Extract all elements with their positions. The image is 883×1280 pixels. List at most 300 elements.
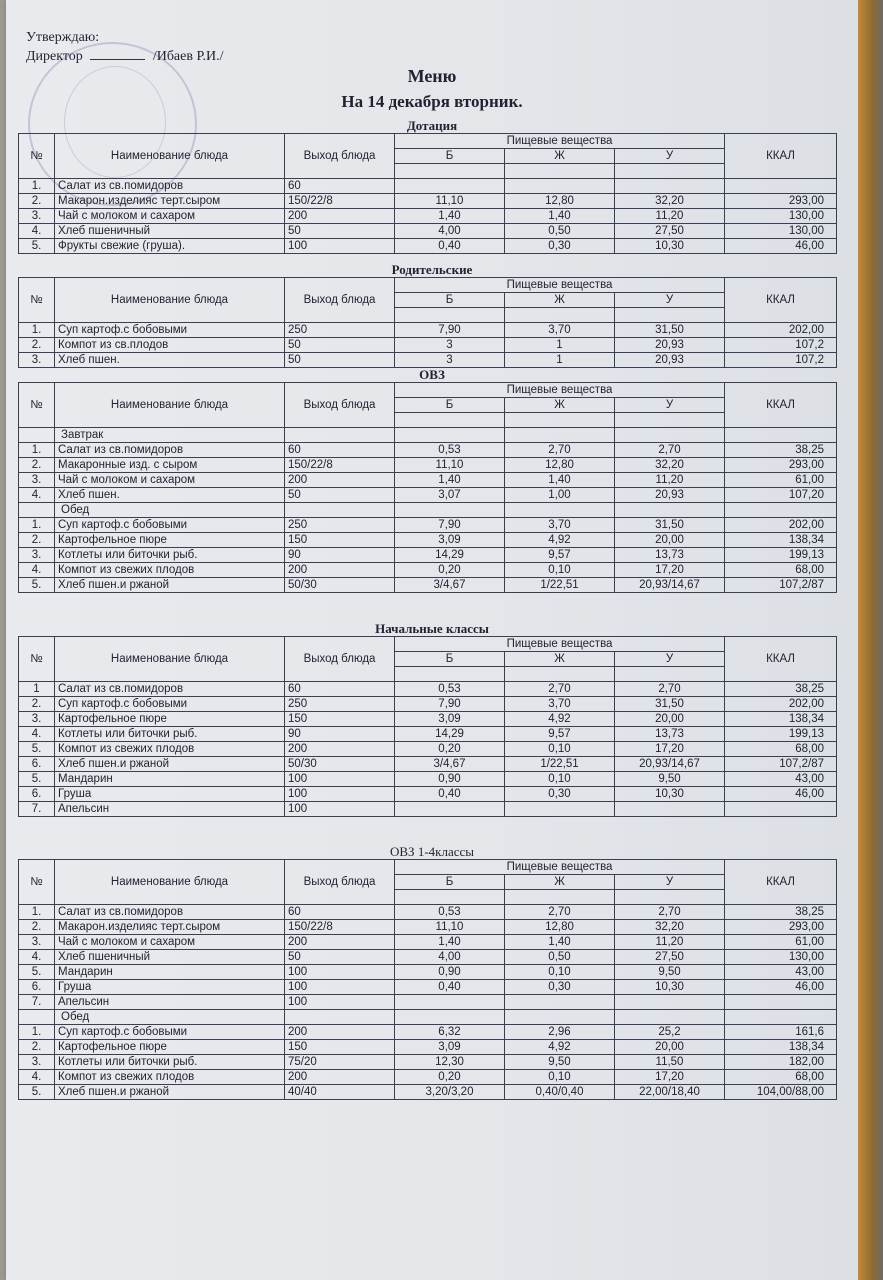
fat-value <box>505 995 615 1010</box>
table-row <box>19 1070 837 1085</box>
protein-value: 3,20/3,20 <box>395 1085 505 1100</box>
protein-value: 14,29 <box>395 548 505 563</box>
dish-yield: 200 <box>285 563 395 578</box>
carbs-value: 20,93 <box>615 338 725 353</box>
carbs-value: 17,20 <box>615 1070 725 1085</box>
protein-value: 0,40 <box>395 787 505 802</box>
dish-yield: 150/22/8 <box>285 458 395 473</box>
protein-value <box>395 179 505 194</box>
protein-value <box>395 995 505 1010</box>
protein-value: 0,53 <box>395 905 505 920</box>
protein-value: 0,20 <box>395 1070 505 1085</box>
header-spacer <box>395 164 505 179</box>
dish-name: Суп картоф.с бобовыми <box>55 697 285 712</box>
table-row <box>19 980 837 995</box>
dish-name: Суп картоф.с бобовыми <box>55 1025 285 1040</box>
row-number: 3. <box>19 548 55 563</box>
dish-yield: 250 <box>285 697 395 712</box>
protein-value: 7,90 <box>395 697 505 712</box>
dish-name: Апельсин <box>55 802 285 817</box>
fat-value: 0,40/0,40 <box>505 1085 615 1100</box>
table-row <box>19 1010 837 1025</box>
header-spacer <box>615 667 725 682</box>
protein-value: 1,40 <box>395 935 505 950</box>
carbs-value: 25,2 <box>615 1025 725 1040</box>
row-number: 3. <box>19 473 55 488</box>
kcal-value: 293,00 <box>725 458 837 473</box>
dish-name: Салат из св.помидоров <box>55 443 285 458</box>
table-row <box>19 209 837 224</box>
col-header-num: № <box>19 278 55 323</box>
row-number: 4. <box>19 488 55 503</box>
dish-name: Салат из св.помидоров <box>55 905 285 920</box>
kcal-value: 161,6 <box>725 1025 837 1040</box>
protein-value: 3 <box>395 338 505 353</box>
protein-value: 1,40 <box>395 209 505 224</box>
col-header-fat: Ж <box>505 652 615 667</box>
table-row <box>19 682 837 697</box>
row-number: 4. <box>19 563 55 578</box>
row-number: 4. <box>19 727 55 742</box>
dish-yield: 100 <box>285 802 395 817</box>
dish-name: Мандарин <box>55 965 285 980</box>
row-number: 7. <box>19 995 55 1010</box>
col-header-kcal: ККАЛ <box>725 278 837 323</box>
col-header-kcal: ККАЛ <box>725 383 837 428</box>
protein-value: 7,90 <box>395 323 505 338</box>
row-number: 2. <box>19 458 55 473</box>
col-header-carbs: У <box>615 875 725 890</box>
dish-yield: 90 <box>285 727 395 742</box>
meal-group-label: Завтрак <box>55 428 285 443</box>
col-header-carbs: У <box>615 652 725 667</box>
protein-value: 0,90 <box>395 772 505 787</box>
table-row <box>19 428 837 443</box>
row-number: 3. <box>19 712 55 727</box>
row-number: 2. <box>19 194 55 209</box>
carbs-value: 11,50 <box>615 1055 725 1070</box>
header-spacer <box>505 164 615 179</box>
col-header-name: Наименование блюда <box>55 637 285 682</box>
signature-line <box>90 59 145 60</box>
dish-yield: 60 <box>285 443 395 458</box>
carbs-value: 2,70 <box>615 905 725 920</box>
dish-name: Макарон.изделияс терт.сыром <box>55 194 285 209</box>
dish-yield: 90 <box>285 548 395 563</box>
dish-name: Хлеб пшен. <box>55 488 285 503</box>
fat-value: 0,10 <box>505 772 615 787</box>
dish-yield: 50 <box>285 950 395 965</box>
header-spacer <box>505 308 615 323</box>
dish-yield: 50 <box>285 224 395 239</box>
col-header-num: № <box>19 134 55 179</box>
carbs-value: 20,93 <box>615 488 725 503</box>
kcal-value: 38,25 <box>725 905 837 920</box>
carbs-value: 20,93/14,67 <box>615 578 725 593</box>
empty-cell <box>395 1010 505 1025</box>
dish-name: Макаронные изд. с сыром <box>55 458 285 473</box>
fat-value: 0,50 <box>505 224 615 239</box>
table-row <box>19 727 837 742</box>
dish-yield: 200 <box>285 1070 395 1085</box>
dish-yield: 200 <box>285 473 395 488</box>
kcal-value: 107,2 <box>725 338 837 353</box>
kcal-value: 293,00 <box>725 194 837 209</box>
col-header-nutrients: Пищевые вещества <box>395 860 725 875</box>
header-spacer <box>395 308 505 323</box>
fat-value: 0,30 <box>505 787 615 802</box>
table-row <box>19 905 837 920</box>
dish-name: Салат из св.помидоров <box>55 179 285 194</box>
protein-value: 12,30 <box>395 1055 505 1070</box>
dish-yield: 50/30 <box>285 578 395 593</box>
table-row <box>19 548 837 563</box>
carbs-value: 10,30 <box>615 787 725 802</box>
row-number: 1. <box>19 518 55 533</box>
col-header-nutrients: Пищевые вещества <box>395 637 725 652</box>
dish-name: Суп картоф.с бобовыми <box>55 323 285 338</box>
kcal-value: 107,20 <box>725 488 837 503</box>
kcal-value: 293,00 <box>725 920 837 935</box>
dish-yield: 40/40 <box>285 1085 395 1100</box>
kcal-value: 46,00 <box>725 787 837 802</box>
col-header-yield: Выход блюда <box>285 278 395 323</box>
kcal-value: 107,2/87 <box>725 578 837 593</box>
carbs-value: 22,00/18,40 <box>615 1085 725 1100</box>
section-title: Дотация <box>406 118 458 133</box>
header-spacer <box>615 890 725 905</box>
carbs-value: 20,93/14,67 <box>615 757 725 772</box>
header-spacer <box>395 413 505 428</box>
row-number: 4. <box>19 224 55 239</box>
row-number: 4. <box>19 950 55 965</box>
col-header-protein: Б <box>395 293 505 308</box>
col-header-nutrients: Пищевые вещества <box>395 383 725 398</box>
fat-value: 0,10 <box>505 742 615 757</box>
kcal-value: 104,00/88,00 <box>725 1085 837 1100</box>
table-row <box>19 995 837 1010</box>
protein-value: 1,40 <box>395 473 505 488</box>
carbs-value <box>615 802 725 817</box>
fat-value: 3,70 <box>505 323 615 338</box>
dish-name: Картофельное пюре <box>55 533 285 548</box>
carbs-value: 10,30 <box>615 980 725 995</box>
table-row <box>19 179 837 194</box>
carbs-value: 11,20 <box>615 209 725 224</box>
header-spacer <box>395 890 505 905</box>
table-row <box>19 742 837 757</box>
protein-value: 7,90 <box>395 518 505 533</box>
protein-value: 0,53 <box>395 443 505 458</box>
row-number: 5. <box>19 578 55 593</box>
table-row <box>19 802 837 817</box>
fat-value: 1 <box>505 353 615 368</box>
row-number: 1. <box>19 179 55 194</box>
menu-table <box>18 133 837 254</box>
row-number: 1 <box>19 682 55 697</box>
table-row <box>19 1025 837 1040</box>
empty-cell <box>395 428 505 443</box>
dish-yield: 200 <box>285 742 395 757</box>
col-header-fat: Ж <box>505 875 615 890</box>
fat-value: 9,57 <box>505 548 615 563</box>
dish-name: Хлеб пшен. <box>55 353 285 368</box>
kcal-value: 46,00 <box>725 980 837 995</box>
dish-name: Картофельное пюре <box>55 712 285 727</box>
carbs-value: 31,50 <box>615 518 725 533</box>
empty-cell <box>725 1010 837 1025</box>
empty-cell <box>615 503 725 518</box>
dish-name: Груша <box>55 787 285 802</box>
fat-value: 1,40 <box>505 935 615 950</box>
header-spacer <box>615 413 725 428</box>
dish-yield: 50 <box>285 353 395 368</box>
menu-table <box>18 859 837 1100</box>
fat-value: 3,70 <box>505 518 615 533</box>
kcal-value: 61,00 <box>725 473 837 488</box>
row-number <box>19 503 55 518</box>
dish-yield: 200 <box>285 1025 395 1040</box>
protein-value: 3 <box>395 353 505 368</box>
fat-value: 2,70 <box>505 905 615 920</box>
row-number: 5. <box>19 965 55 980</box>
kcal-value: 202,00 <box>725 697 837 712</box>
empty-cell <box>615 1010 725 1025</box>
section-title: Начальные классы <box>375 621 489 636</box>
table-row <box>19 965 837 980</box>
carbs-value: 20,00 <box>615 533 725 548</box>
protein-value: 3/4,67 <box>395 757 505 772</box>
kcal-value: 138,34 <box>725 533 837 548</box>
kcal-value: 43,00 <box>725 772 837 787</box>
row-number: 6. <box>19 787 55 802</box>
row-number: 3. <box>19 1055 55 1070</box>
protein-value: 0,90 <box>395 965 505 980</box>
fat-value: 0,10 <box>505 965 615 980</box>
dish-yield: 100 <box>285 772 395 787</box>
fat-value: 1,40 <box>505 473 615 488</box>
kcal-value: 68,00 <box>725 563 837 578</box>
carbs-value: 20,93 <box>615 353 725 368</box>
row-number: 5. <box>19 239 55 254</box>
dish-name: Хлеб пшеничный <box>55 950 285 965</box>
dish-name: Макарон.изделияс терт.сыром <box>55 920 285 935</box>
kcal-value: 68,00 <box>725 1070 837 1085</box>
col-header-carbs: У <box>615 398 725 413</box>
kcal-value: 107,2/87 <box>725 757 837 772</box>
section-title: Родительские <box>391 262 473 277</box>
kcal-value: 199,13 <box>725 727 837 742</box>
empty-cell <box>395 503 505 518</box>
protein-value: 4,00 <box>395 224 505 239</box>
dish-name: Картофельное пюре <box>55 1040 285 1055</box>
col-header-nutrients: Пищевые вещества <box>395 278 725 293</box>
table-row <box>19 518 837 533</box>
dish-yield: 50 <box>285 338 395 353</box>
col-header-yield: Выход блюда <box>285 383 395 428</box>
fat-value: 2,96 <box>505 1025 615 1040</box>
dish-name: Котлеты или биточки рыб. <box>55 727 285 742</box>
fat-value: 0,50 <box>505 950 615 965</box>
protein-value: 6,32 <box>395 1025 505 1040</box>
table-row <box>19 323 837 338</box>
kcal-value <box>725 179 837 194</box>
table-row <box>19 503 837 518</box>
table-row <box>19 443 837 458</box>
col-header-num: № <box>19 860 55 905</box>
table-row <box>19 697 837 712</box>
header-spacer <box>615 308 725 323</box>
carbs-value: 9,50 <box>615 772 725 787</box>
fat-value: 1/22,51 <box>505 757 615 772</box>
kcal-value: 43,00 <box>725 965 837 980</box>
dish-name: Компот из свежих плодов <box>55 742 285 757</box>
col-header-yield: Выход блюда <box>285 860 395 905</box>
fat-value <box>505 802 615 817</box>
fat-value: 3,70 <box>505 697 615 712</box>
kcal-value: 68,00 <box>725 742 837 757</box>
menu-date: На 14 декабря вторник. <box>341 92 523 111</box>
kcal-value <box>725 995 837 1010</box>
table-row <box>19 473 837 488</box>
dish-yield: 150 <box>285 712 395 727</box>
kcal-value: 202,00 <box>725 323 837 338</box>
director-name: /Ибаев Р.И./ <box>152 49 224 64</box>
protein-value: 3,09 <box>395 1040 505 1055</box>
col-header-fat: Ж <box>505 398 615 413</box>
row-number: 1. <box>19 323 55 338</box>
row-number: 7. <box>19 802 55 817</box>
dish-name: Груша <box>55 980 285 995</box>
page-title: Меню <box>407 66 457 86</box>
col-header-yield: Выход блюда <box>285 134 395 179</box>
fat-value: 12,80 <box>505 194 615 209</box>
table-surface-edge <box>858 0 883 1280</box>
dish-yield: 100 <box>285 787 395 802</box>
dish-yield: 200 <box>285 935 395 950</box>
dish-yield: 60 <box>285 682 395 697</box>
protein-value: 11,10 <box>395 920 505 935</box>
row-number: 3. <box>19 935 55 950</box>
row-number: 3. <box>19 209 55 224</box>
row-number: 1. <box>19 1025 55 1040</box>
kcal-value: 46,00 <box>725 239 837 254</box>
col-header-kcal: ККАЛ <box>725 134 837 179</box>
fat-value: 4,92 <box>505 712 615 727</box>
fat-value: 1,40 <box>505 209 615 224</box>
col-header-kcal: ККАЛ <box>725 637 837 682</box>
table-row <box>19 920 837 935</box>
dish-yield: 150/22/8 <box>285 194 395 209</box>
row-number: 1. <box>19 443 55 458</box>
table-row <box>19 712 837 727</box>
col-header-protein: Б <box>395 652 505 667</box>
empty-cell <box>725 428 837 443</box>
col-header-carbs: У <box>615 149 725 164</box>
carbs-value: 2,70 <box>615 443 725 458</box>
carbs-value: 10,30 <box>615 239 725 254</box>
kcal-value: 202,00 <box>725 518 837 533</box>
fat-value: 1/22,51 <box>505 578 615 593</box>
fat-value <box>505 179 615 194</box>
col-header-fat: Ж <box>505 149 615 164</box>
carbs-value: 20,00 <box>615 1040 725 1055</box>
protein-value: 4,00 <box>395 950 505 965</box>
protein-value: 11,10 <box>395 194 505 209</box>
row-number: 2. <box>19 920 55 935</box>
header-spacer <box>395 667 505 682</box>
carbs-value: 13,73 <box>615 548 725 563</box>
dish-yield: 50/30 <box>285 757 395 772</box>
col-header-carbs: У <box>615 293 725 308</box>
table-row <box>19 772 837 787</box>
kcal-value: 38,25 <box>725 443 837 458</box>
menu-table <box>18 636 837 817</box>
dish-name: Компот из свежих плодов <box>55 1070 285 1085</box>
protein-value: 0,20 <box>395 742 505 757</box>
dish-name: Чай с молоком и сахаром <box>55 209 285 224</box>
dish-yield: 200 <box>285 209 395 224</box>
row-number: 2. <box>19 338 55 353</box>
carbs-value: 11,20 <box>615 935 725 950</box>
menu-table <box>18 382 837 593</box>
row-number <box>19 1010 55 1025</box>
table-row <box>19 488 837 503</box>
table-row <box>19 578 837 593</box>
protein-value: 0,40 <box>395 980 505 995</box>
dish-name: Апельсин <box>55 995 285 1010</box>
kcal-value: 107,2 <box>725 353 837 368</box>
dish-yield: 60 <box>285 179 395 194</box>
dish-yield: 250 <box>285 323 395 338</box>
protein-value: 3,07 <box>395 488 505 503</box>
col-header-name: Наименование блюда <box>55 860 285 905</box>
dish-name: Компот из свежих плодов <box>55 563 285 578</box>
approval-block <box>26 28 224 66</box>
row-number: 2. <box>19 533 55 548</box>
carbs-value: 2,70 <box>615 682 725 697</box>
table-row <box>19 563 837 578</box>
carbs-value: 31,50 <box>615 697 725 712</box>
col-header-name: Наименование блюда <box>55 383 285 428</box>
kcal-value: 182,00 <box>725 1055 837 1070</box>
col-header-num: № <box>19 383 55 428</box>
carbs-value <box>615 179 725 194</box>
kcal-value: 199,13 <box>725 548 837 563</box>
row-number: 1. <box>19 905 55 920</box>
carbs-value: 31,50 <box>615 323 725 338</box>
dish-yield: 150 <box>285 533 395 548</box>
kcal-value: 130,00 <box>725 950 837 965</box>
carbs-value: 32,20 <box>615 920 725 935</box>
protein-value: 0,40 <box>395 239 505 254</box>
dish-name: Мандарин <box>55 772 285 787</box>
table-row <box>19 338 837 353</box>
dish-name: Котлеты или биточки рыб. <box>55 548 285 563</box>
carbs-value: 27,50 <box>615 224 725 239</box>
fat-value: 12,80 <box>505 920 615 935</box>
table-row <box>19 935 837 950</box>
row-number: 2. <box>19 697 55 712</box>
col-header-yield: Выход блюда <box>285 637 395 682</box>
col-header-protein: Б <box>395 149 505 164</box>
fat-value: 0,30 <box>505 980 615 995</box>
dish-yield: 100 <box>285 980 395 995</box>
table-row <box>19 1055 837 1070</box>
protein-value: 0,53 <box>395 682 505 697</box>
dish-name: Компот из св.плодов <box>55 338 285 353</box>
row-number: 3. <box>19 353 55 368</box>
